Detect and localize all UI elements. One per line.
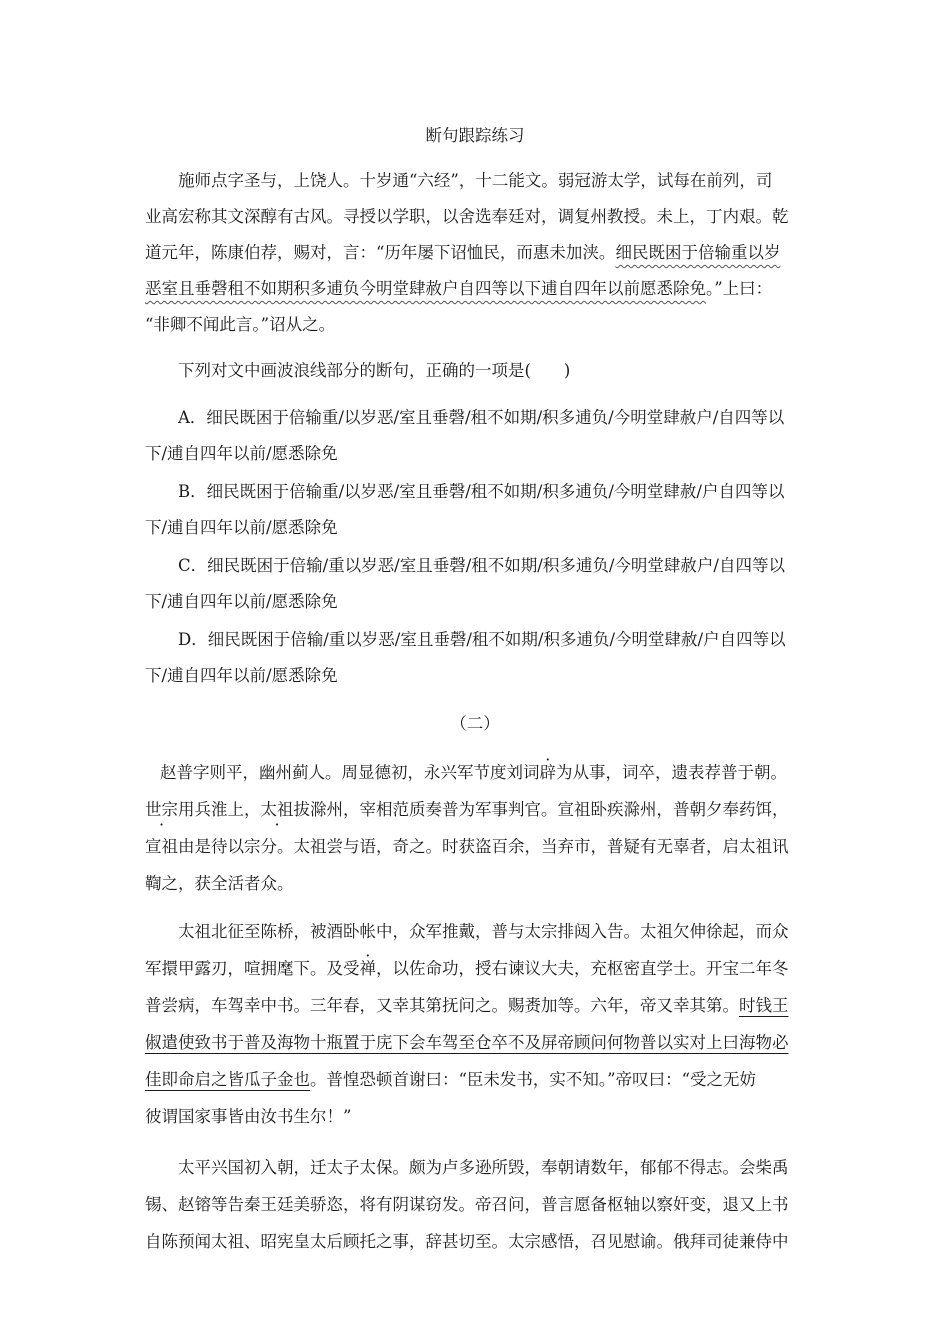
option-c-line2: 下/逋自四年以前/愿悉除免	[145, 592, 338, 611]
passage3-line6: 彼谓国家事皆由汝书生尔！”	[145, 1107, 352, 1126]
option-b-line1: B．细民既困于倍输重/以岁恶/室且垂磬/租不如期/积多逋负/今明堂肆赦/户自四等以	[178, 482, 785, 501]
option-d-line2: 下/逋自四年以前/愿悉除免	[145, 666, 338, 685]
page-title: 断句跟踪练习	[425, 126, 525, 145]
passage1-line5: “非卿不闻此言。”诏从之。	[145, 315, 336, 334]
passage2-text: 赵普字则平，幽州蓟人。周显德初，永兴军节度刘词	[160, 763, 540, 782]
emphasis-char: 禅	[359, 959, 376, 978]
passage3-text: ，以佐命功，授右谏议大夫，充枢密直学士。开宝二年冬	[376, 959, 789, 978]
wavy-underlined-text: 细民既困于倍输重以岁	[615, 243, 781, 262]
passage1-text: 道元年，陈康伯荐，赐对，言：“历年屡下诏恤民，而惠未加浃。	[145, 243, 616, 262]
passage2-line3: 宣祖由是待以宗分。太祖尝与语，奇之。时获盗百余，当弃市，普疑有无辜者，启太祖讯	[145, 837, 789, 856]
passage1-line4	[145, 281, 772, 298]
passage1-text: 。”上曰：	[706, 279, 773, 298]
section-heading: （二）	[450, 714, 500, 733]
emphasis-char: 辟	[539, 763, 556, 782]
passage2-text: 用兵淮上，	[178, 800, 261, 819]
passage4-line2: 锡、赵镕等告秦王廷美骄恣，将有阴谋窃发。帝召问，普言愿备枢轴以察奸变，退又上书	[145, 1195, 789, 1214]
wavy-underlined-text: 恶室且垂磬租不如期积多逋负今明堂肆赦户自四等以下逋自四年以前愿悉除免	[145, 279, 706, 298]
underlined-text: 佳即命启之皆瓜子金也	[145, 1070, 310, 1089]
passage4-line1: 太平兴国初入朝，迁太子太保。颇为卢多逊所毁，奉朝请数年，郁郁不得志。会柴禹	[178, 1158, 789, 1177]
underlined-text: 俶遣使致书于普及海物十瓶置于庑下会车驾至仓卒不及屏帝顾问何物普以实对上曰海物必	[145, 1033, 789, 1052]
passage2-line4: 鞫之，获全活者众。	[145, 874, 294, 893]
passage3-line4	[145, 1035, 789, 1052]
passage4-line3: 自陈预闻太祖、昭宪皇太后顾托之事，辞甚切至。太宗感悟，召见慰谕。俄拜司徒兼侍中	[145, 1232, 789, 1251]
passage3-line3	[145, 998, 789, 1015]
option-c-line1: C．细民既困于倍输/重以岁恶/室且垂磬/租不如期/积多逋负/今明堂肆赦户/自四等以	[178, 556, 785, 575]
option-a-line2: 下/逋自四年以前/愿悉除免	[145, 444, 338, 463]
passage3-line1: 太祖北征至陈桥，被酒卧帐中，众军推戴，普与太宗排闼入告。太祖欠伸徐起，而众	[178, 922, 789, 941]
passage2-line1	[160, 765, 787, 782]
passage3-text: 军擐甲露刃，喧拥麾下。及受	[145, 959, 360, 978]
passage1-line3	[145, 245, 780, 262]
question-stem: 下列对文中画波浪线部分的断句，正确的一项是( )	[178, 361, 571, 380]
underlined-text: 时钱王	[739, 996, 789, 1015]
emphasis-chars: 太祖	[260, 800, 294, 819]
emphasis-chars: 世宗	[145, 800, 178, 819]
option-d-line1: D．细民既困于倍输/重以岁恶/室且垂磬/租不如期/积多逋负/今明堂肆赦/户自四等以	[178, 630, 786, 649]
passage1-line2: 业高宏称其文深醇有古风。寻授以学职，以舍选奉廷对，调复州教授。未上，丁内艰。乾	[145, 207, 789, 226]
passage3-line2	[145, 961, 789, 978]
passage3-text: 。普惶恐顿首谢曰：“臣未发书，实不知。”帝叹曰：“受之无妨	[310, 1070, 757, 1089]
passage3-line5	[145, 1072, 756, 1089]
passage2-text: 为从事，词卒，遗表荐普于朝。	[556, 763, 787, 782]
passage3-text: 普尝病，车驾幸中书。三年春，又幸其第抚问之。赐赉加等。六年，帝又幸其第。	[145, 996, 739, 1015]
option-b-line2: 下/逋自四年以前/愿悉除免	[145, 518, 338, 537]
option-a-line1: A．细民既困于倍输重/以岁恶/室且垂磬/租不如期/积多逋负/今明堂肆赦户/自四等以	[178, 408, 785, 427]
passage2-text: 拔滁州，宰相范质奏普为军事判官。宣祖卧疾滁州，普朝夕奉药饵，	[293, 800, 789, 819]
passage1-line1: 施师点字圣与，上饶人。十岁通“六经”，十二能文。弱冠游太学，试每在前列，司	[178, 171, 773, 190]
passage2-line2	[145, 802, 789, 819]
